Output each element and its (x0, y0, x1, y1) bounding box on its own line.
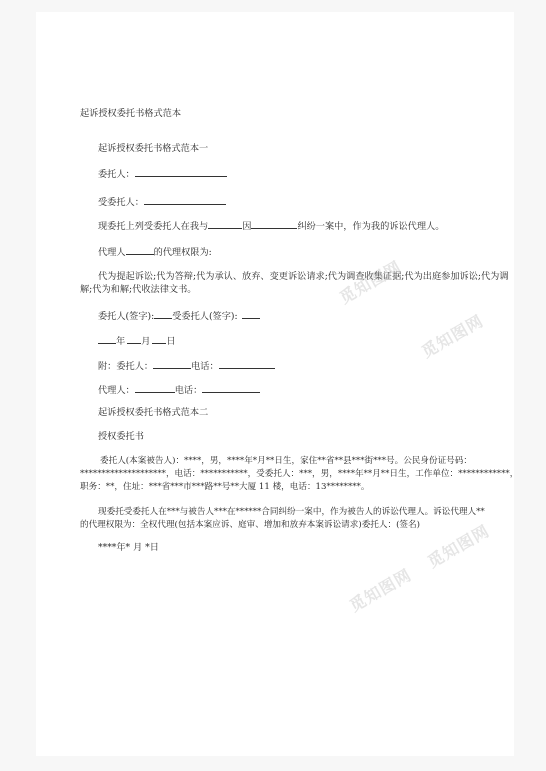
para1-line-2: ********************，电话：***********，受委托人：***，男，****年**月**日生，工作单位：************， (80, 469, 519, 479)
sign-agent-blank (242, 309, 260, 319)
attach-phone2-blank (202, 383, 260, 393)
document-page (36, 12, 519, 756)
attach-principal-line (98, 359, 275, 373)
agent-blank (144, 195, 226, 205)
year-blank (98, 334, 116, 344)
entrust-blank-2 (251, 219, 297, 229)
sign-principal-label: 委托人(签字): (98, 311, 155, 322)
watermark: 觅知图网 (424, 521, 493, 572)
entrust-blank-1 (208, 219, 242, 229)
principal-line (98, 167, 227, 181)
year-label: 年 (116, 336, 126, 347)
watermark: 觅知图网 (418, 311, 487, 362)
principal-blank (135, 167, 227, 177)
para2-line-1: 现委托受委托人在***与被告人***在******合同纠纷一案中，作为被告人的诉讼代理人。诉讼代理人** (98, 507, 485, 517)
month-blank (127, 334, 141, 344)
principal-label: 委托人： (98, 169, 135, 180)
authority-line (98, 245, 212, 259)
sample2-heading: 起诉授权委托书格式范本二 (98, 407, 209, 418)
entrust-text-2: 因 (242, 221, 252, 232)
sign-principal-blank (154, 309, 172, 319)
authority-text-2: 的代理权限为: (153, 247, 212, 258)
attach-agent-line (98, 383, 260, 397)
date-line (98, 334, 176, 348)
sign-agent-label: 受委托人(签字): (172, 311, 238, 322)
signature-line (98, 309, 260, 323)
month-label: 月 (141, 336, 151, 347)
attach-phone-blank (219, 359, 275, 369)
para1-line-1: 委托人(本案被告人)：****，男，****年*月**日生，家住**省**县***街***号。公民身份证号码： (100, 456, 472, 466)
para2-line-2: 的代理权限为：全权代理(包括本案应诉、庭审、增加和放弃本案诉讼请求)委托人：(签名) (80, 520, 420, 530)
authority-blank (126, 245, 154, 255)
sample2-date: ****年* 月 *日 (98, 542, 159, 553)
powers-line-2: 解;代为和解;代收法律文书。 (80, 284, 197, 295)
day-blank (152, 334, 166, 344)
para1-line-3: 职务：**，住址：***省***市***路**号**大厦 11 楼，电话：13********。 (80, 482, 370, 492)
attach-principal-label: 附：委托人： (98, 361, 154, 372)
document-title: 起诉授权委托书格式范本 (80, 108, 182, 119)
watermark: 觅知图网 (336, 257, 405, 308)
sample2-subheading: 授权委托书 (98, 431, 144, 442)
attach-agent-label: 代理人： (98, 385, 135, 396)
attach-phone-label: 电话： (191, 361, 219, 372)
sample1-heading: 起诉授权委托书格式范本一 (98, 143, 209, 154)
authority-text-1: 代理人 (98, 247, 126, 258)
agent-label: 受委托人： (98, 197, 144, 208)
entrust-text-3: 纠纷一案中，作为我的诉讼代理人。 (297, 221, 445, 232)
watermark: 觅知图网 (346, 565, 415, 616)
attach-phone2-label: 电话： (174, 385, 203, 396)
day-label: 日 (166, 336, 176, 347)
agent-line (98, 195, 226, 209)
entrust-line (98, 219, 444, 233)
attach-agent-blank (135, 383, 175, 393)
attach-principal-blank (153, 359, 191, 369)
powers-line-1: 代为提起诉讼;代为答辩;代为承认、放弃、变更诉讼请求;代为调查收集证据;代为出庭参加诉讼;代为调 (98, 271, 509, 282)
entrust-text-1: 现委托上列受委托人在我与 (98, 221, 209, 232)
